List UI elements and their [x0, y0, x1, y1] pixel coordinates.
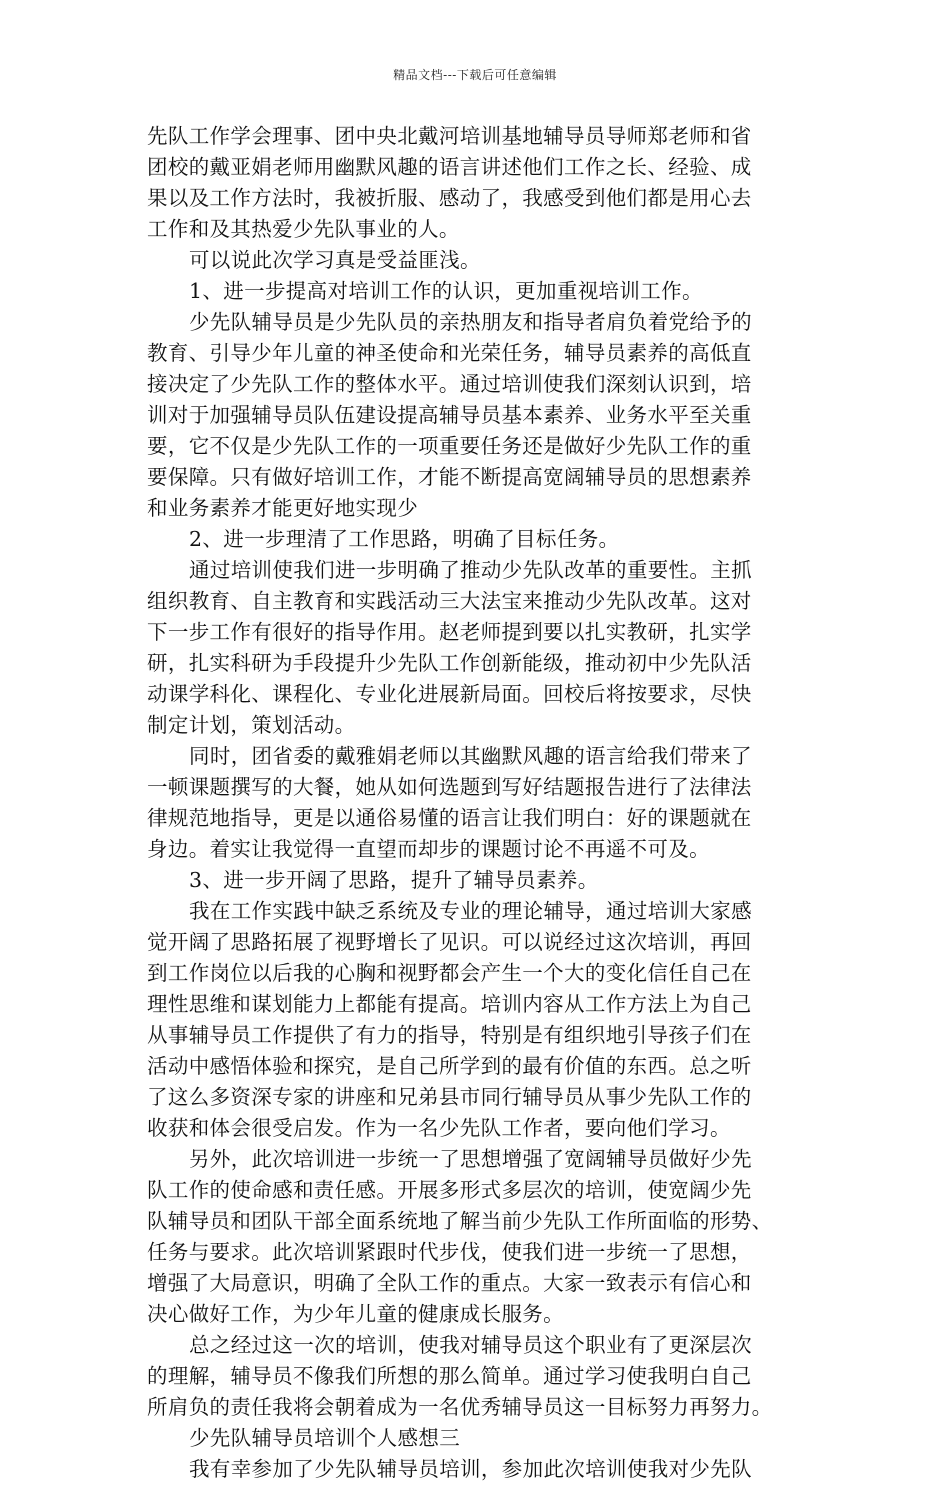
text-line: 研，扎实科研为手段提升少先队工作创新能级，推动初中少先队活 [147, 651, 752, 675]
text-line: 所肩负的责任我将会朝着成为一名优秀辅导员这一目标努力再努力。 [147, 1395, 773, 1419]
text-line: 少先队辅导员培训个人感想三 [189, 1426, 461, 1450]
text-line: 先队工作学会理事、团中央北戴河培训基地辅导员导师郑老师和省 [147, 124, 752, 148]
text-line: 工作和及其热爱少先队事业的人。 [147, 217, 460, 241]
text-line: 1、进一步提高对培训工作的认识，更加重视培训工作。 [189, 279, 703, 303]
text-line: 2、进一步理清了工作思路，明确了目标任务。 [189, 527, 620, 551]
text-line: 到工作岗位以后我的心胸和视野都会产生一个大的变化信任自己在 [147, 961, 752, 985]
page-header: 精品文档---下载后可任意编辑 [393, 68, 557, 82]
text-line: 任务与要求。此次培训紧跟时代步伐，使我们进一步统一了思想， [147, 1240, 752, 1264]
text-line: 队辅导员和团队干部全面系统地了解当前少先队工作所面临的形势、 [147, 1209, 773, 1233]
text-line: 接决定了少先队工作的整体水平。通过培训使我们深刻认识到，培 [147, 372, 752, 396]
text-line: 训对于加强辅导员队伍建设提高辅导员基本素养、业务水平至关重 [147, 403, 752, 427]
text-line: 总之经过这一次的培训，使我对辅导员这个职业有了更深层次 [189, 1333, 752, 1357]
text-line: 3、进一步开阔了思路，提升了辅导员素养。 [189, 868, 599, 892]
text-line: 制定计划，策划活动。 [147, 713, 356, 737]
text-line: 一顿课题撰写的大餐，她从如何选题到写好结题报告进行了法律法 [147, 775, 752, 799]
text-line: 团校的戴亚娟老师用幽默风趣的语言讲述他们工作之长、经验、成 [147, 155, 752, 179]
text-line: 要，它不仅是少先队工作的一项重要任务还是做好少先队工作的重 [147, 434, 752, 458]
text-line: 少先队辅导员是少先队员的亲热朋友和指导者肩负着党给予的 [189, 310, 752, 334]
text-line: 从事辅导员工作提供了有力的指导，特别是有组织地引导孩子们在 [147, 1023, 752, 1047]
text-line: 身边。着实让我觉得一直望而却步的课题讨论不再遥不可及。 [147, 837, 710, 861]
text-line: 组织教育、自主教育和实践活动三大法宝来推动少先队改革。这对 [147, 589, 752, 613]
text-line: 可以说此次学习真是受益匪浅。 [189, 248, 481, 272]
text-line: 教育、引导少年儿童的神圣使命和光荣任务，辅导员素养的高低直 [147, 341, 752, 365]
text-line: 动课学科化、课程化、专业化进展新局面。回校后将按要求，尽快 [147, 682, 752, 706]
text-line: 觉开阔了思路拓展了视野增长了见识。可以说经过这次培训，再回 [147, 930, 752, 954]
text-line: 队工作的使命感和责任感。开展多形式多层次的培训，使宽阔少先 [147, 1178, 752, 1202]
text-line: 要保障。只有做好培训工作，才能不断提高宽阔辅导员的思想素养 [147, 465, 752, 489]
text-line: 我在工作实践中缺乏系统及专业的理论辅导，通过培训大家感 [189, 899, 752, 923]
text-line: 理性思维和谋划能力上都能有提高。培训内容从工作方法上为自己 [147, 992, 752, 1016]
text-line: 的理解，辅导员不像我们所想的那么简单。通过学习使我明白自己 [147, 1364, 752, 1388]
text-line: 我有幸参加了少先队辅导员培训，参加此次培训使我对少先队 [189, 1457, 752, 1481]
text-line: 同时，团省委的戴雅娟老师以其幽默风趣的语言给我们带来了 [189, 744, 752, 768]
text-line: 收获和体会很受启发。作为一名少先队工作者，要向他们学习。 [147, 1116, 731, 1140]
text-line: 和业务素养才能更好地实现少 [147, 496, 419, 520]
text-line: 决心做好工作，为少年儿童的健康成长服务。 [147, 1302, 564, 1326]
text-line: 下一步工作有很好的指导作用。赵老师提到要以扎实教研，扎实学 [147, 620, 752, 644]
document-body [147, 121, 812, 1485]
text-line: 通过培训使我们进一步明确了推动少先队改革的重要性。主抓 [189, 558, 752, 582]
text-line: 果以及工作方法时，我被折服、感动了，我感受到他们都是用心去 [147, 186, 752, 210]
text-line: 了这么多资深专家的讲座和兄弟县市同行辅导员从事少先队工作的 [147, 1085, 752, 1109]
text-line: 活动中感悟体验和探究，是自己所学到的最有价值的东西。总之听 [147, 1054, 752, 1078]
text-line: 增强了大局意识，明确了全队工作的重点。大家一致表示有信心和 [147, 1271, 752, 1295]
text-line: 另外，此次培训进一步统一了思想增强了宽阔辅导员做好少先 [189, 1147, 752, 1171]
text-line: 律规范地指导，更是以通俗易懂的语言让我们明白：好的课题就在 [147, 806, 752, 830]
